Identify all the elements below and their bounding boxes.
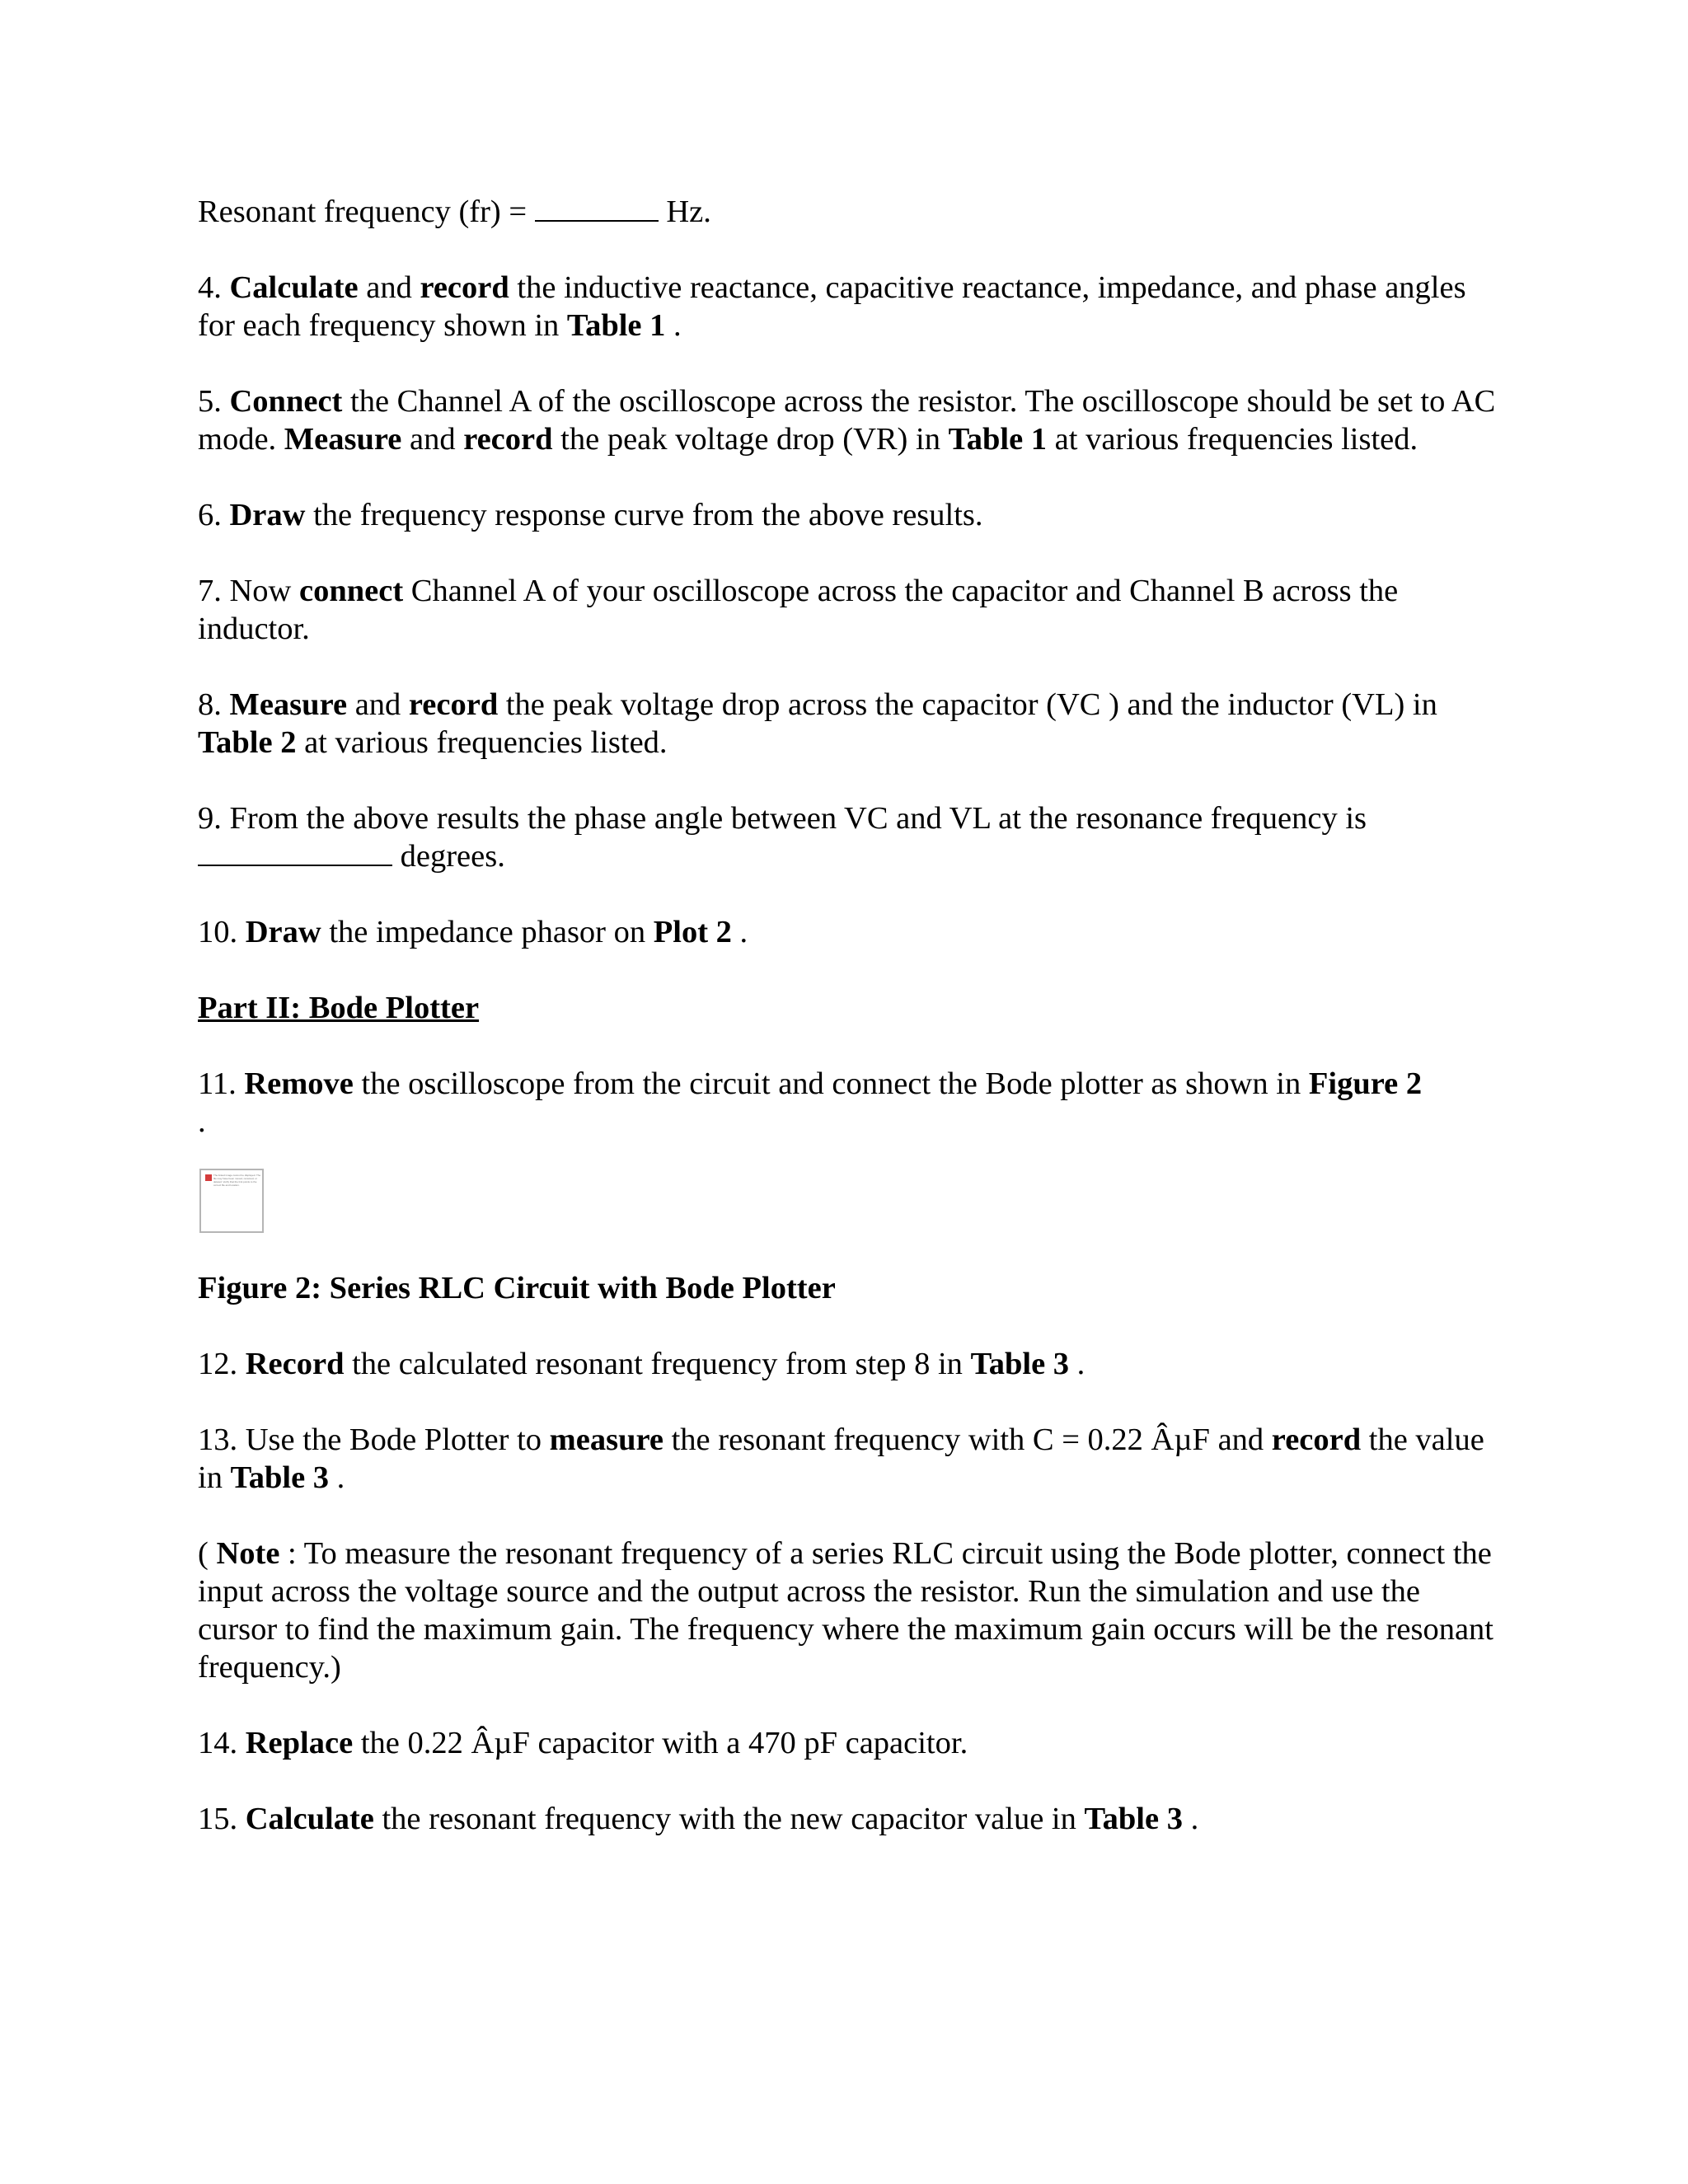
step-7: 7. Now connect Channel A of your oscilloscope across the capacitor and Channel B across the inductor.: [198, 574, 1399, 646]
document-page: [198, 193, 1500, 1876]
step-11: 11. Remove the oscilloscope from the circuit and connect the Bode plotter as shown in Figure 2 .: [198, 1066, 1423, 1139]
part-2-heading: Part II: Bode Plotter: [198, 991, 480, 1025]
step-8: 8. Measure and record the peak voltage drop across the capacitor (VC ) and the inductor (VL) in Table 2 at various frequencies listed.: [198, 687, 1437, 760]
phase-angle-blank[interactable]: [198, 840, 392, 866]
resonant-frequency-label: Resonant frequency (fr) =: [198, 194, 528, 229]
broken-image-icon: [205, 1174, 212, 1181]
figure-2-broken-image: [199, 1169, 264, 1233]
step-13: 13. Use the Bode Plotter to measure the resonant frequency with C = 0.22 ÂµF and record the value in Table 3 .: [198, 1422, 1484, 1495]
step-6: 6. Draw the frequency response curve from the above results.: [198, 498, 983, 532]
resonant-frequency-line: [198, 193, 1500, 231]
broken-image-text: The linked image cannot be displayed. The file may have been moved, renamed, or deleted. Verify that the link points to the correct file and location.: [213, 1174, 261, 1187]
step-4: 4. Calculate and record the inductive reactance, capacitive reactance, impedance, and phase angles for each frequency shown in Table 1 .: [198, 270, 1466, 343]
step-14: 14. Replace the 0.22 ÂµF capacitor with a 470 pF capacitor.: [198, 1726, 968, 1760]
step-5: 5. Connect the Channel A of the oscilloscope across the resistor. The oscilloscope should be set to AC mode. Measure and record the peak voltage drop (VR) in Table 1 at various frequencies listed.: [198, 384, 1496, 457]
step-10: 10. Draw the impedance phasor on Plot 2 .: [198, 915, 748, 949]
figure-2-caption: Figure 2: Series RLC Circuit with Bode Plotter: [198, 1271, 836, 1305]
resonant-frequency-unit: Hz.: [666, 194, 711, 229]
step-9: 9. From the above results the phase angle between VC and VL at the resonance frequency is degrees.: [198, 801, 1367, 874]
step-12: 12. Record the calculated resonant frequency from step 8 in Table 3 .: [198, 1347, 1085, 1381]
note-paragraph: ( Note : To measure the resonant frequency of a series RLC circuit using the Bode plotter, connect the input across the voltage source and the output across the resistor. Run the simulation and use the cursor to find the maximum gain. The frequency where the maximum gain occurs will be the resonant frequency.): [198, 1536, 1493, 1685]
step-15: 15. Calculate the resonant frequency with the new capacitor value in Table 3 .: [198, 1802, 1199, 1836]
resonant-frequency-blank[interactable]: [535, 195, 659, 222]
